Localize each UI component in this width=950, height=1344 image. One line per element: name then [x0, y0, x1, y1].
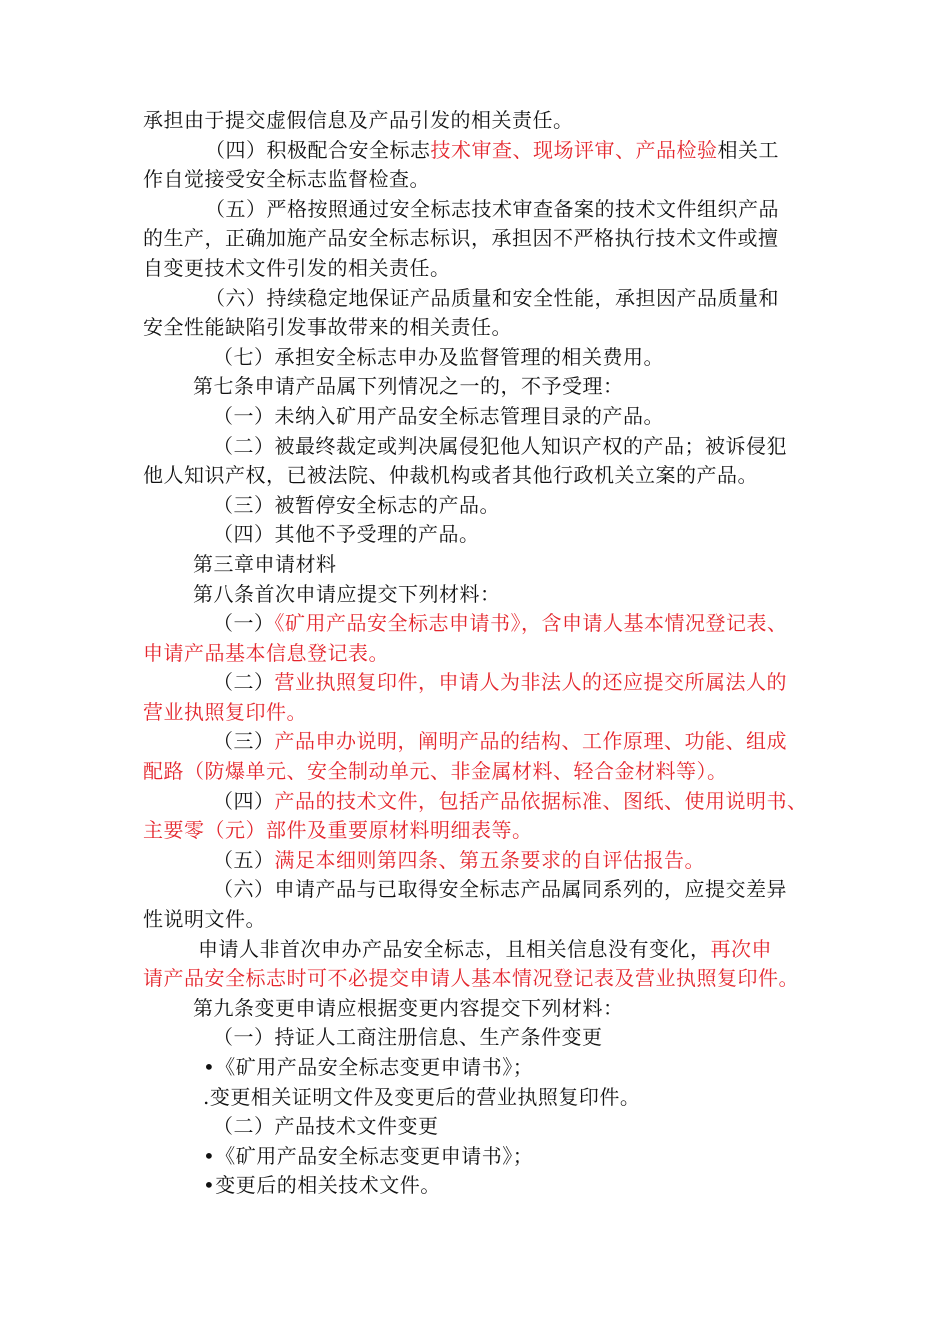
highlighted-line: 配路（防爆单元、安全制动单元、非金属材料、轻合金材料等）。 — [143, 759, 728, 784]
article-heading: 第九条变更申请应根据变更内容提交下列材料： — [193, 995, 624, 1020]
list-item: •《矿用产品安全标志变更申请书》； — [203, 1143, 534, 1168]
highlighted-line: 申请产品基本信息登记表。 — [143, 640, 389, 665]
document-body — [143, 106, 823, 1201]
paragraph-line — [143, 846, 823, 876]
highlighted-text: 再次申 — [710, 936, 772, 961]
paragraph-line: （二）产品技术文件变更 — [213, 1114, 439, 1139]
text-run: （四） — [213, 788, 275, 813]
list-item: .变更相关证明文件及变更后的营业执照复印件。 — [203, 1084, 641, 1109]
text-run: 申请人非首次申办产品安全标志，且相关信息没有变化， — [198, 936, 711, 961]
text-run: 相关工 — [717, 137, 779, 162]
text-run: （一） — [213, 611, 275, 636]
paragraph-line: （一）未纳入矿用产品安全标志管理目录的产品。 — [213, 403, 664, 428]
highlighted-text: 《矿用产品安全标志申请书》，含申请人基本情况登记表、 — [274, 611, 788, 636]
text-run: （三） — [213, 729, 275, 754]
paragraph-line — [143, 935, 823, 965]
highlighted-text: 满足本细则第四条、第五条要求的自评估报告。 — [274, 847, 705, 872]
chapter-heading: 第三章申请材料 — [193, 551, 337, 576]
paragraph-line: 作自觉接受安全标志监督检查。 — [143, 167, 430, 192]
text-run: （二） — [213, 670, 275, 695]
paragraph-line: （三）被暂停安全标志的产品。 — [213, 492, 500, 517]
paragraph-line — [143, 727, 823, 757]
article-heading: 第八条首次申请应提交下列材料： — [193, 581, 501, 606]
list-item: •变更后的相关技术文件。 — [203, 1173, 441, 1198]
paragraph-line: 性说明文件。 — [143, 907, 266, 932]
paragraph-line: （六）申请产品与已取得安全标志产品属同系列的，应提交差异 — [213, 877, 787, 902]
paragraph-line — [143, 787, 823, 817]
paragraph-line — [143, 136, 823, 166]
paragraph-line: （七）承担安全标志申办及监督管理的相关费用。 — [213, 344, 664, 369]
highlighted-text: 产品申办说明，阐明产品的结构、工作原理、功能、组成 — [274, 729, 787, 754]
highlighted-line: 主要零（元）部件及重要原材料明细表等。 — [143, 818, 533, 843]
paragraph-line: （一）持证人工商注册信息、生产条件变更 — [213, 1025, 603, 1050]
paragraph-line: （五）严格按照通过安全标志技术审查备案的技术文件组织产品 — [205, 196, 779, 221]
paragraph-line: （六）持续稳定地保证产品质量和安全性能，承担因产品质量和 — [205, 285, 779, 310]
paragraph-line: 他人知识产权，已被法院、仲裁机构或者其他行政机关立案的产品。 — [143, 463, 758, 488]
highlighted-line: 请产品安全标志时可不必提交申请人基本情况登记表及营业执照复印件。 — [143, 966, 799, 991]
paragraph-line: 自变更技术文件引发的相关责任。 — [143, 255, 451, 280]
paragraph-line — [143, 668, 823, 698]
text-run: （四）积极配合安全标志 — [205, 137, 431, 162]
paragraph-line: 安全性能缺陷引发事故带来的相关责任。 — [143, 315, 512, 340]
article-heading: 第七条申请产品属下列情况之一的，不予受理： — [193, 374, 624, 399]
text-run: （五） — [213, 847, 275, 872]
paragraph-line: （四）其他不予受理的产品。 — [213, 522, 480, 547]
highlighted-text: 产品的技术文件，包括产品依据标准、图纸、使用说明书、 — [274, 788, 808, 813]
highlighted-line: 营业执照复印件。 — [143, 699, 307, 724]
paragraph-line: 承担由于提交虚假信息及产品引发的相关责任。 — [143, 108, 574, 132]
paragraph-line: （二）被最终裁定或判决属侵犯他人知识产权的产品；被诉侵犯 — [213, 433, 787, 458]
paragraph-line — [143, 609, 823, 639]
highlighted-text: 技术审查、现场评审、产品检验 — [430, 137, 718, 162]
paragraph-line: 的生产，正确加施产品安全标志标识，承担因不严格执行技术文件或擅 — [143, 226, 779, 251]
list-item: •《矿用产品安全标志变更申请书》； — [203, 1055, 534, 1079]
highlighted-text: 营业执照复印件，申请人为非法人的还应提交所属法人的 — [274, 670, 787, 695]
